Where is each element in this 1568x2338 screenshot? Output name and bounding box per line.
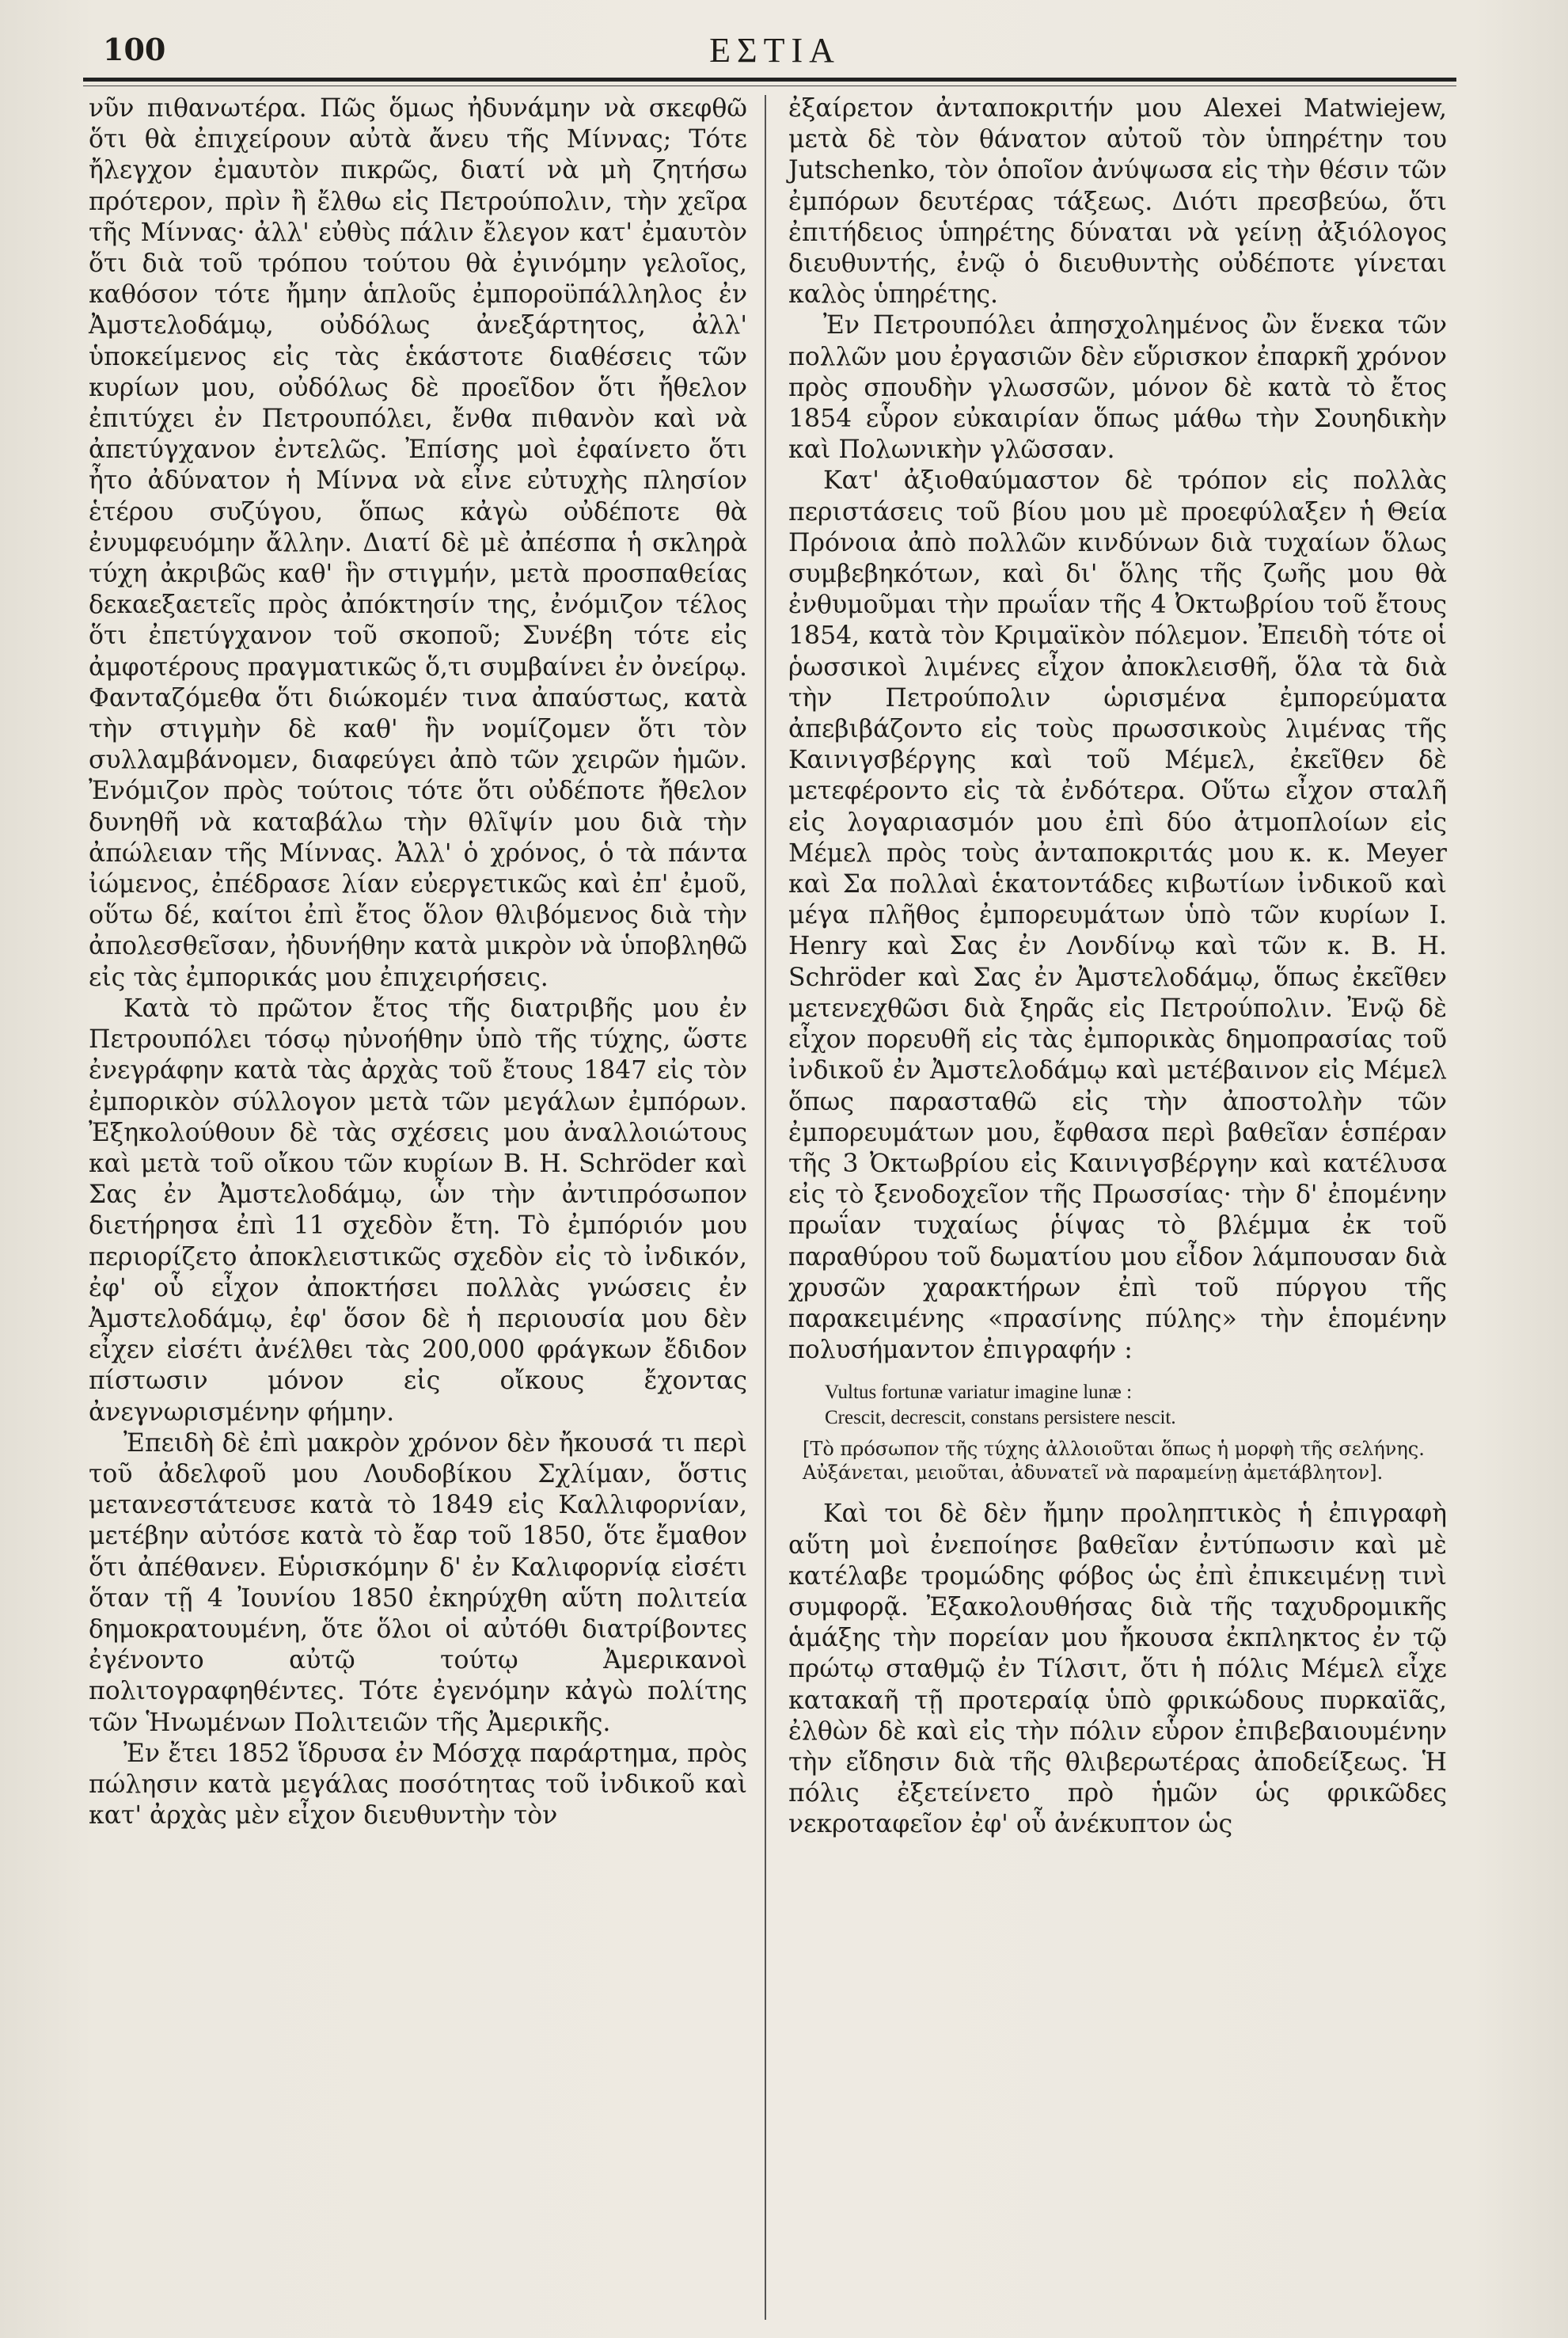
- paragraph: νῦν πιθανωτέρα. Πῶς ὅμως ἠδυνάμην νὰ σκεφθῶ ὅτι θὰ ἐπιχείρουν αὐτὰ ἄνευ τῆς Μίννας; Τότε ἤλεγχον ἐμαυτὸν πικρῶς, διατί νὰ μὴ ζητήσω πρότερον, πρὶν ἢ ἔλθω εἰς Πετρούπολιν, τὴν χεῖρα τῆς Μίννας· ἀλλ' εὐθὺς πάλιν ἔλεγον κατ' ἐμαυτὸν ὅτι διὰ τοῦ τρόπου τούτου θὰ ἐγινόμην γελοῖος, καθόσον τότε ἤμην ἁπλοῦς ἐμπορoϋπάλληλος ἐν Ἀμστελοδάμῳ, οὐδόλως ἀνεξάρτητος, ἀλλ' ὑποκείμενος εἰς τὰς ἑκάστοτε διαθέσεις τῶν κυρίων μου, οὐδόλως δὲ προεῖδον ὅτι ἤθελον ἐπιτύχει ἐν Πετρουπόλει, ἔνθα πιθανὸν καὶ νὰ ἀπετύγχανον ἐντελῶς. Ἐπίσης μοὶ ἐφαίνετο ὅτι ἦτο ἀδύνατον ἡ Μίννα νὰ εἶνε εὐτυχὴς πλησίον ἑτέρου συζύγου, ὅπως κἀγὼ οὐδέποτε θὰ ἐνυμφευόμην ἄλλην. Διατί δὲ μὲ ἀπέσπα ἡ σκληρὰ τύχη ἀκριβῶς καθ' ἣν στιγμήν, μετὰ προσπαθείας δεκαεξαετεῖς πρὸς ἀπόκτησίν της, ἐνόμιζον τέλος ὅτι ἐπετύγχανον τοῦ σκοποῦ; Συνέβη τότε εἰς ἀμφοτέρους πραγματικῶς ὅ,τι συμβαίνει ἐν ὀνείρῳ. Φανταζόμεθα ὅτι διώκομέν τινα ἀπαύστως, κατὰ τὴν στιγμὴν δὲ καθ' ἣν νομίζομεν ὅτι τὸν συλλαμβάνομεν, διαφεύγει ἀπὸ τῶν χειρῶν ἡμῶν. Ἐνόμιζον πρὸς τούτοις τότε ὅτι οὐδέποτε ἤθελον δυνηθῆ νὰ καταβάλω τὴν θλῖψίν μου διὰ τὴν ἀπώλειαν τῆς Μίννας. Ἀλλ' ὁ χρόνος, ὁ τὰ πάντα ἰώμενος, ἐπέδρασε λίαν εὐεργετικῶς καὶ ἐπ' ἐμοῦ, οὕτω δέ, καίτοι ἐπὶ ἔτος ὅλον θλιβόμενος διὰ τὴν ἀπολεσθεῖσαν, ἠδυνήθην κατὰ μικρὸν νὰ ὑποβληθῶ εἰς τὰς ἐμπορικάς μου ἐπιχειρήσεις.: [89, 94, 747, 992]
- paragraph: ἐξαίρετον ἀνταποκριτήν μου Alexei Matwiejew, μετὰ δὲ τὸν θάνατον αὐτοῦ τὸν ὑπηρέτην του Jutschenko, τὸν ὁποῖον ἀνύψωσα εἰς τὴν θέσιν τῶν ἐμπόρων δευτέρας τάξεως. Διότι πρεσβεύω, ὅτι ἐπιτήδειος ὑπηρέτης δύναται νὰ γείνῃ ἀξιόλογος διευθυντής, ἐνῷ ὁ διευθυντὴς οὐδέποτε γίνεται καλὸς ὑπηρέτης.: [788, 94, 1447, 310]
- column-divider: [765, 95, 766, 2320]
- paragraph: Κατ' ἀξιοθαύμαστον δὲ τρόπον εἰς πολλὰς περιστάσεις τοῦ βίου μου μὲ προεφύλαξεν ἡ Θεία Πρόνοια ἀπὸ πολλῶν κινδύνων διὰ τυχαίων ὅλως συμβεβηκότων, καὶ δι' ὅλης τῆς ζωῆς μου θὰ ἐνθυμοῦμαι τὴν πρωΐαν τῆς 4 Ὀκτωβρίου τοῦ ἔτους 1854, κατὰ τὸν Κριμαϊκὸν πόλεμον. Ἐπειδὴ τότε οἱ ῥωσσικοὶ λιμένες εἶχον ἀποκλεισθῆ, ὅλα τὰ διὰ τὴν Πετρούπολιν ὡρισμένα ἐμπορεύματα ἀπεβιβάζοντο εἰς τοὺς πρωσσικοὺς λιμένας τῆς Καινιγσβέργης καὶ τοῦ Μέμελ, ἐκεῖθεν δὲ μετεφέροντο εἰς τὰ ἐνδότερα. Οὕτω εἶχον σταλῆ εἰς λογαριασμόν μου ἐπὶ δύο ἀτμοπλοίων εἰς Μέμελ πρὸς τοὺς ἀνταποκριτάς μου κ. κ. Meyer καὶ Σα πολλαὶ ἑκατοντάδες κιβωτίων ἰνδικοῦ καὶ μέγα πλῆθος ἐμπορευμάτων ὑπὸ τῶν κυρίων I. Henry καὶ Σας ἐν Λονδίνῳ καὶ τῶν κ. B. H. Schröder καὶ Σας ἐν Ἀμστελοδάμῳ, ὅπως ἐκεῖθεν μετενεχθῶσι διὰ ξηρᾶς εἰς Πετρούπολιν. Ἐνῷ δὲ εἶχον πορευθῆ εἰς τὰς ἐμπορικὰς δημοπρασίας τοῦ ἰνδικοῦ ἐν Ἀμστελοδάμῳ καὶ μετέβαινον εἰς Μέμελ ὅπως παρασταθῶ εἰς τὴν ἀποστολὴν τῶν ἐμπορευμάτων μου, ἔφθασα περὶ βαθεῖαν ἑσπέραν τῆς 3 Ὀκτωβρίου εἰς Καινιγσβέργην καὶ κατέλυσα εἰς τὸ ξενοδοχεῖον τῆς Πρωσσίας· τὴν δ' ἐπομένην πρωΐαν τυχαίως ῥίψας τὸ βλέμμα ἐκ τοῦ παραθύρου τοῦ δωματίου μου εἶδον λάμπουσαν διὰ χρυσῶν χαρακτήρων ἐπὶ τοῦ πύργου τῆς παρακειμένης «πρασίνης πύλης» τὴν ἑπομένην πολυσήμαντον ἐπιγραφήν :: [788, 466, 1447, 1365]
- inscription-line: Crescit, decrescit, constans persistere nescit.: [825, 1407, 1176, 1429]
- translation-note: [Τὸ πρόσωπον τῆς τύχης ἀλλοιοῦται ὅπως ἡ μορφὴ τῆς σελήνης. Αὐξάνεται, μειοῦται, ἀδυνατεῖ νὰ παραμείνῃ ἀμετάβλητον].: [803, 1438, 1425, 1485]
- paragraph: Ἐν ἔτει 1852 ἵδρυσα ἐν Μόσχᾳ παράρτημα, πρὸς πώλησιν κατὰ μεγάλας ποσότητας τοῦ ἰνδικοῦ καὶ κατ' ἀρχὰς μὲν εἶχον διευθυντὴν τὸν: [89, 1739, 747, 1830]
- right-column: [788, 93, 1447, 1841]
- paragraph: Κατὰ τὸ πρῶτον ἔτος τῆς διατριβῆς μου ἐν Πετρουπόλει τόσῳ ηὐνοήθην ὑπὸ τῆς τύχης, ὥστε ἐνεγράφην κατὰ τὰς ἀρχὰς τοῦ ἔτους 1847 εἰς τὸν ἐμπορικὸν σύλλογον μετὰ τῶν μεγάλων ἐμπόρων. Ἐξηκολούθουν δὲ τὰς σχέσεις μου ἀναλλοιώτους καὶ μετὰ τοῦ οἴκου τῶν κυρίων B. H. Schröder καὶ Σας ἐν Ἀμστελοδάμῳ, ὧν τὴν ἀντιπρόσωπον διετήρησα ἐπὶ 11 σχεδὸν ἔτη. Τὸ ἐμπόριόν μου περιορίζετο ἀποκλειστικῶς σχεδὸν εἰς τὸ ἰνδικόν, ἐφ' οὗ εἶχον ἀποκτήσει πολλὰς γνώσεις ἐν Ἀμστελοδάμῳ, ἐφ' ὅσον δὲ ἡ περιουσία μου δὲν εἶχεν εἰσέτι ἀνέλθει τὰς 200,000 φράγκων ἔδιδον πίστωσιν μόνον εἰς οἴκους ἔχοντας ἀνεγνωρισμένην φήμην.: [89, 994, 747, 1427]
- page-header: [93, 24, 1456, 73]
- left-column: [89, 93, 747, 1831]
- paragraph: Καὶ τοι δὲ δὲν ἤμην προληπτικὸς ἡ ἐπιγραφὴ αὕτη μοὶ ἐνεποίησε βαθεῖαν ἐντύπωσιν καὶ μὲ κατέλαβε τρομώδης φόβος ὡς ἐπὶ ἐπικειμένῃ τινὶ συμφορᾷ. Ἐξακολουθήσας διὰ τῆς ταχυδρομικῆς ἁμάξης τὴν πορείαν μου ἤκουσα ἐκπληκτος ἐν τῷ πρώτῳ σταθμῷ ἐν Τίλσιτ, ὅτι ἡ πόλις Μέμελ εἶχε κατακαῆ τῇ προτεραίᾳ ὑπὸ φρικώδους πυρκαϊᾶς, ἐλθὼν δὲ καὶ εἰς τὴν πόλιν εὗρον ἐπιβεβαιουμένην τὴν εἴδησιν διὰ τῆς θλιβερωτέρας ἀποδείξεως. Ἡ πόλις ἐξετείνετο πρὸ ἡμῶν ὡς φρικῶδες νεκροταφεῖον ἐφ' οὗ ἀνέκυπτον ὡς: [788, 1500, 1447, 1839]
- page-number: 100: [103, 32, 166, 67]
- latin-inscription: [825, 1380, 1447, 1431]
- header-rule: [83, 78, 1456, 82]
- paragraph: Ἐν Πετρουπόλει ἀπησχολημένος ὢν ἕνεκα τῶν πολλῶν μου ἐργασιῶν δὲν εὕρισκον ἐπαρκῆ χρόνον πρὸς σπουδὴν γλωσσῶν, μόνον δὲ κατὰ τὸ ἔτος 1854 εὗρον εὐκαιρίαν ὅπως μάθω τὴν Σουηδικὴν καὶ Πολωνικὴν γλῶσσαν.: [788, 311, 1447, 465]
- journal-title: ΕΣΤΙΑ: [709, 31, 841, 70]
- paragraph: Ἐπειδὴ δὲ ἐπὶ μακρὸν χρόνον δὲν ἤκουσά τι περὶ τοῦ ἀδελφοῦ μου Λουδοβίκου Σχλίμαν, ὅστις μετανεστάτευσε κατὰ τὸ 1849 εἰς Καλλιφορνίαν, μετέβην αὐτόσε κατὰ τὸ ἔαρ τοῦ 1850, ὅτε ἔμαθον ὅτι ἀπέθανεν. Εὑρισκόμην δ' ἐν Καλιφορνίᾳ εἰσέτι ὅταν τῇ 4 Ἰουνίου 1850 ἐκηρύχθη αὕτη πολιτεία δημοκρατουμένη, ὅτε ὅλοι οἱ αὐτόθι διατρίβοντες ἐγένοντο αὐτῷ τούτῳ Ἀμερικανοὶ πολιτογραφηθέντες. Τότε ἐγενόμην κἀγὼ πολίτης τῶν Ἡνωμένων Πολιτειῶν τῆς Ἀμερικῆς.: [89, 1428, 747, 1737]
- inscription-line: Vultus fortunæ variatur imagine lunæ :: [825, 1382, 1133, 1404]
